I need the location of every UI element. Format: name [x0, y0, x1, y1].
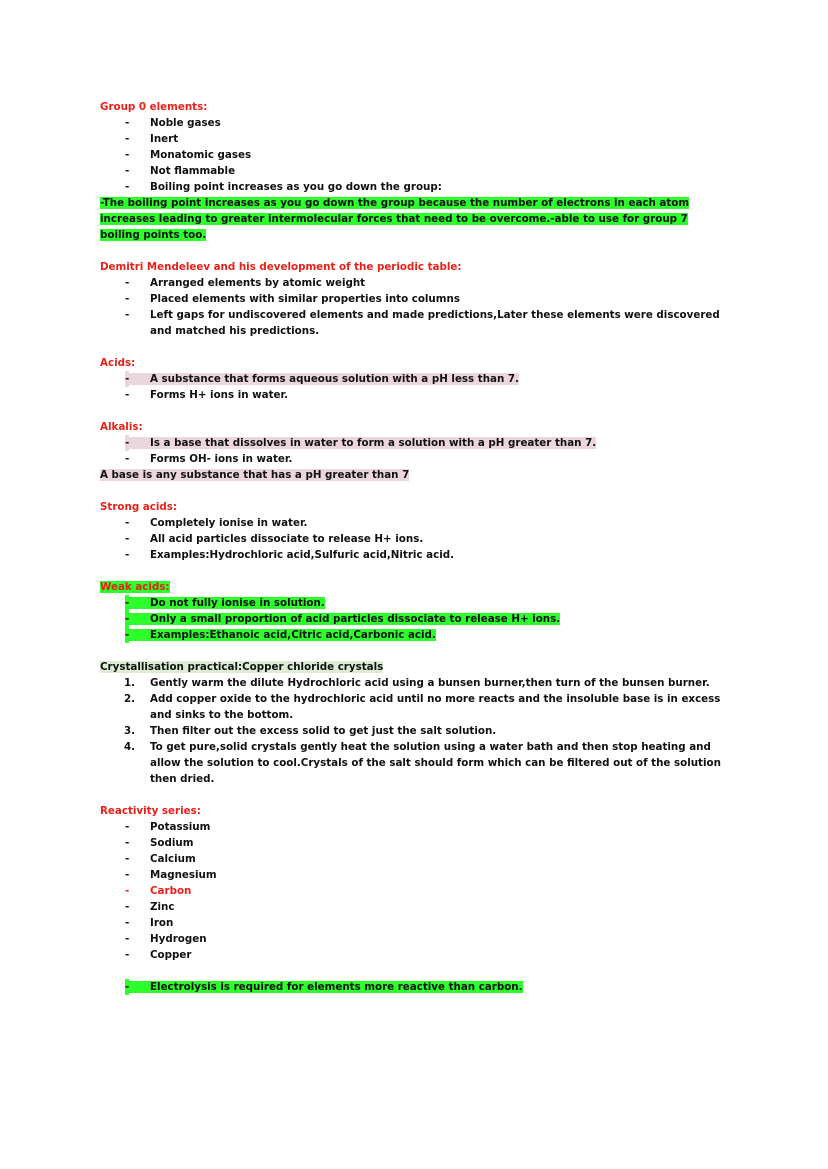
list-item: - Inert	[125, 133, 179, 145]
electrolysis-note: - Electrolysis is required for elements more reactive than carbon.	[125, 981, 523, 993]
list-item: - Calcium	[125, 853, 196, 865]
list-item: - Completely ionise in water.	[125, 517, 308, 529]
group0-note: -The boiling point increases as you go down the group because the number of electrons in each atom increases leading to greater intermolecular forces that need to be overcome.-able to use for group 7 boiling points too.	[100, 197, 690, 241]
heading-alkalis: Alkalis:	[100, 421, 143, 433]
list-item: - Hydrogen	[125, 933, 207, 945]
heading-crystallisation: Crystallisation practical:Copper chloride crystals	[100, 661, 384, 673]
list-item: - Sodium	[125, 837, 194, 849]
list-item: - Forms H+ ions in water.	[125, 389, 289, 401]
heading-weak-acids: Weak acids:	[100, 581, 170, 593]
list-item: - Potassium	[125, 821, 211, 833]
step-item: 2. Add copper oxide to the hydrochloric acid until no more reacts and the insoluble base is in excess and sinks to the bottom.	[124, 693, 721, 721]
step-item: 1. Gently warm the dilute Hydrochloric acid using a bunsen burner,then turn of the bunsen burner.	[124, 677, 710, 689]
list-item: - Left gaps for undiscovered elements and made predictions,Later these elements were discovered and matched his predictions.	[125, 309, 720, 337]
list-item: - All acid particles dissociate to release H+ ions.	[125, 533, 424, 545]
list-item: - Is a base that dissolves in water to form a solution with a pH greater than 7.	[125, 437, 597, 449]
list-item: - Zinc	[125, 901, 175, 913]
list-item: - Examples:Hydrochloric acid,Sulfuric acid,Nitric acid.	[125, 549, 455, 561]
list-item: - Do not fully ionise in solution.	[125, 597, 325, 609]
list-item: - Forms OH- ions in water.	[125, 453, 293, 465]
heading-mendeleev: Demitri Mendeleev and his development of the periodic table:	[100, 261, 462, 273]
list-item: - Copper	[125, 949, 192, 961]
step-item: 3. Then filter out the excess solid to get just the salt solution.	[124, 725, 497, 737]
alkalis-note: A base is any substance that has a pH greater than 7	[100, 469, 410, 481]
list-item: - Arranged elements by atomic weight	[125, 277, 366, 289]
heading-acids: Acids:	[100, 357, 136, 369]
list-item: - A substance that forms aqueous solution with a pH less than 7.	[125, 373, 519, 385]
list-item-carbon: - Carbon	[125, 885, 192, 897]
heading-reactivity: Reactivity series:	[100, 805, 201, 817]
list-item: - Monatomic gases	[125, 149, 252, 161]
list-item: - Magnesium	[125, 869, 217, 881]
heading-strong-acids: Strong acids:	[100, 501, 177, 513]
list-item: - Boiling point increases as you go down the group:	[125, 181, 442, 193]
group0-list	[100, 115, 730, 195]
document-page	[100, 99, 730, 995]
list-item: - Only a small proportion of acid particles dissociate to release H+ ions.	[125, 613, 561, 625]
list-item: - Iron	[125, 917, 174, 929]
list-item: - Placed elements with similar properties into columns	[125, 293, 460, 305]
list-item: - Examples:Ethanoic acid,Citric acid,Carbonic acid.	[125, 629, 436, 641]
step-item: 4. To get pure,solid crystals gently heat the solution using a water bath and then stop heating and allow the solution to cool.Crystals of the salt should form which can be filtered out of the solution then dried.	[124, 741, 721, 785]
list-item: - Not flammable	[125, 165, 236, 177]
list-item: - Noble gases	[125, 117, 221, 129]
heading-group0: Group 0 elements:	[100, 101, 208, 113]
